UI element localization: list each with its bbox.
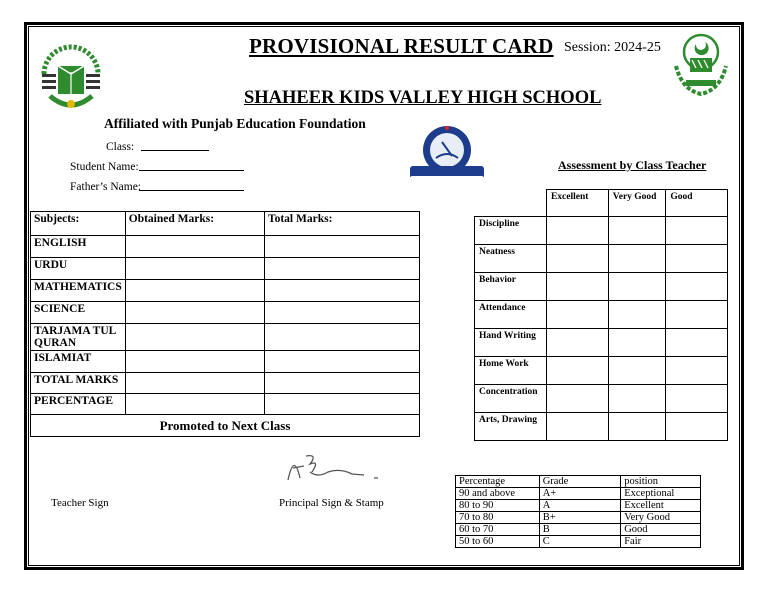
subject-name: MATHEMATICS	[31, 280, 126, 302]
obtained-cell[interactable]	[125, 280, 264, 302]
rating-cell[interactable]	[608, 245, 666, 273]
grade-row	[456, 488, 701, 500]
table-header-row	[31, 212, 420, 236]
assessment-row	[475, 413, 728, 441]
school-crest-icon	[410, 122, 484, 184]
grade-range: 80 to 90	[456, 500, 540, 512]
col-good: Good	[666, 190, 728, 217]
grade-position: Fair	[621, 536, 701, 548]
assessment-heading: Assessment by Class Teacher	[558, 158, 707, 172]
teacher-sign-label: Teacher Sign	[51, 497, 109, 509]
grade-header: position	[621, 476, 701, 488]
obtained-cell[interactable]	[125, 373, 264, 394]
total-cell[interactable]	[264, 373, 419, 394]
rating-cell[interactable]	[546, 357, 608, 385]
rating-cell[interactable]	[666, 273, 728, 301]
rating-cell[interactable]	[546, 413, 608, 441]
obtained-cell[interactable]	[125, 324, 264, 351]
rating-cell[interactable]	[666, 217, 728, 245]
grade-range: 70 to 80	[456, 512, 540, 524]
trait-label: Hand Writing	[475, 329, 547, 357]
student-name-label: Student Name:	[70, 161, 139, 173]
grade-header: Grade	[539, 476, 621, 488]
table-row	[31, 258, 420, 280]
page-title: PROVISIONAL RESULT CARD	[249, 34, 554, 58]
obtained-cell[interactable]	[125, 258, 264, 280]
assessment-row	[475, 385, 728, 413]
assessment-row	[475, 357, 728, 385]
rating-cell[interactable]	[608, 301, 666, 329]
table-row	[31, 394, 420, 415]
obtained-cell[interactable]	[125, 236, 264, 258]
rating-cell[interactable]	[666, 357, 728, 385]
assessment-row	[475, 245, 728, 273]
total-cell[interactable]	[264, 280, 419, 302]
assessment-table	[474, 189, 728, 441]
rating-cell[interactable]	[666, 301, 728, 329]
promotion-text: Promoted to Next Class	[31, 415, 420, 437]
father-name-label: Father’s Name:	[70, 181, 142, 193]
session-label: Session: 2024-25	[564, 40, 661, 55]
grade-letter: B+	[539, 512, 621, 524]
header-subjects: Subjects:	[31, 212, 126, 236]
rating-cell[interactable]	[608, 217, 666, 245]
rating-cell[interactable]	[546, 329, 608, 357]
pef-logo-icon	[36, 44, 106, 114]
marks-table	[30, 211, 420, 437]
father-name-field[interactable]	[139, 190, 244, 191]
student-name-field[interactable]	[139, 170, 244, 171]
grade-row	[456, 500, 701, 512]
rating-cell[interactable]	[546, 245, 608, 273]
principal-sign-label: Principal Sign & Stamp	[279, 497, 384, 509]
obtained-cell[interactable]	[125, 351, 264, 373]
total-cell[interactable]	[264, 394, 419, 415]
signature-icon	[284, 448, 388, 486]
grade-key-table	[455, 475, 701, 548]
rating-cell[interactable]	[546, 385, 608, 413]
affiliation-text: Affiliated with Punjab Education Foundation	[104, 116, 366, 131]
grade-position: Good	[621, 524, 701, 536]
grade-letter: B	[539, 524, 621, 536]
table-row	[31, 351, 420, 373]
trait-label: Concentration	[475, 385, 547, 413]
rating-cell[interactable]	[666, 413, 728, 441]
subject-name: ENGLISH	[31, 236, 126, 258]
grade-range: 50 to 60	[456, 536, 540, 548]
class-label: Class:	[106, 141, 135, 153]
grade-position: Very Good	[621, 512, 701, 524]
total-cell[interactable]	[264, 236, 419, 258]
col-very-good: Very Good	[608, 190, 666, 217]
grade-position: Exceptional	[621, 488, 701, 500]
grade-header: Percentage	[456, 476, 540, 488]
table-row	[31, 324, 420, 351]
rating-cell[interactable]	[608, 413, 666, 441]
obtained-cell[interactable]	[125, 302, 264, 324]
total-cell[interactable]	[264, 351, 419, 373]
col-excellent: Excellent	[546, 190, 608, 217]
class-field[interactable]	[141, 150, 209, 151]
trait-label: Discipline	[475, 217, 547, 245]
subject-name: URDU	[31, 258, 126, 280]
table-row	[31, 236, 420, 258]
grade-row	[456, 536, 701, 548]
grade-header-row	[456, 476, 701, 488]
assessment-row	[475, 217, 728, 245]
punjab-govt-emblem-icon	[672, 30, 730, 98]
assessment-header-row	[475, 190, 728, 217]
obtained-cell[interactable]	[125, 394, 264, 415]
table-row	[31, 302, 420, 324]
grade-range: 90 and above	[456, 488, 540, 500]
grade-letter: A	[539, 500, 621, 512]
grade-row	[456, 512, 701, 524]
total-cell[interactable]	[264, 302, 419, 324]
grade-position: Excellent	[621, 500, 701, 512]
subject-name: SCIENCE	[31, 302, 126, 324]
trait-label: Home Work	[475, 357, 547, 385]
rating-cell[interactable]	[608, 385, 666, 413]
grade-range: 60 to 70	[456, 524, 540, 536]
subject-name: TARJAMA TUL QURAN	[31, 324, 126, 351]
total-cell[interactable]	[264, 324, 419, 351]
table-row	[31, 373, 420, 394]
assessment-row	[475, 329, 728, 357]
rating-cell[interactable]	[608, 357, 666, 385]
grade-row	[456, 524, 701, 536]
promotion-row	[31, 415, 420, 437]
rating-cell[interactable]	[666, 329, 728, 357]
subject-name: TOTAL MARKS	[31, 373, 126, 394]
total-cell[interactable]	[264, 258, 419, 280]
trait-label: Behavior	[475, 273, 547, 301]
grade-letter: C	[539, 536, 621, 548]
header-obtained: Obtained Marks:	[125, 212, 264, 236]
trait-label: Neatness	[475, 245, 547, 273]
school-name: SHAHEER KIDS VALLEY HIGH SCHOOL	[244, 88, 602, 108]
rating-cell[interactable]	[608, 273, 666, 301]
rating-cell[interactable]	[546, 301, 608, 329]
trait-label: Arts, Drawing	[475, 413, 547, 441]
rating-cell[interactable]	[608, 329, 666, 357]
rating-cell[interactable]	[546, 273, 608, 301]
header-total: Total Marks:	[264, 212, 419, 236]
subject-name: ISLAMIAT	[31, 351, 126, 373]
assessment-row	[475, 301, 728, 329]
trait-label: Attendance	[475, 301, 547, 329]
table-row	[31, 280, 420, 302]
assessment-row	[475, 273, 728, 301]
rating-cell[interactable]	[666, 245, 728, 273]
rating-cell[interactable]	[546, 217, 608, 245]
subject-name: PERCENTAGE	[31, 394, 126, 415]
grade-letter: A+	[539, 488, 621, 500]
rating-cell[interactable]	[666, 385, 728, 413]
